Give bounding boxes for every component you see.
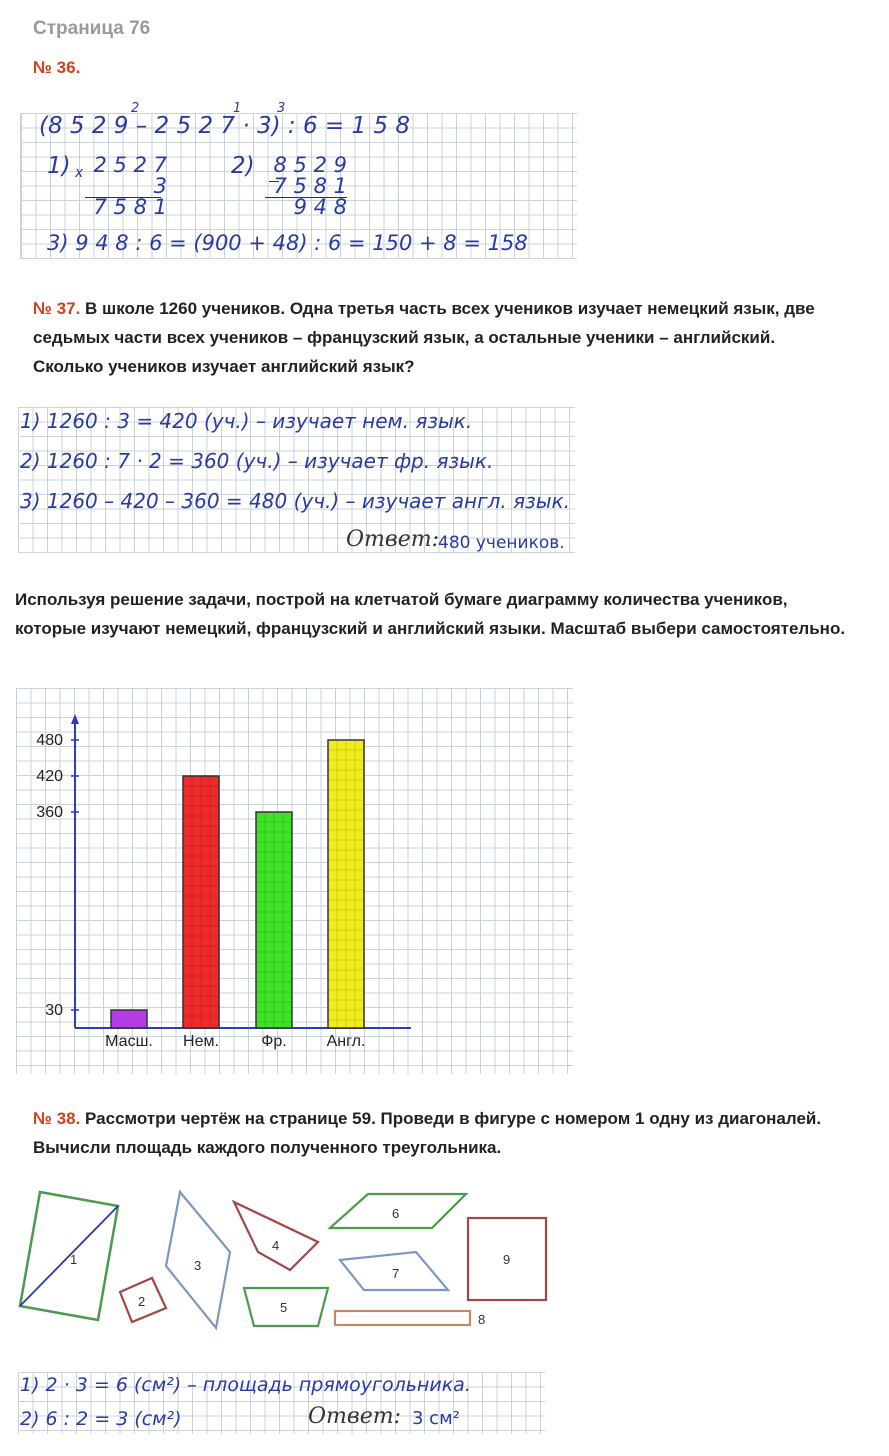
task-38-answer-value: 3 см²: [412, 1408, 460, 1429]
task-37-answer-value: 480 учеников.: [438, 533, 565, 553]
task-37-answer-word: Ответ:: [346, 527, 439, 552]
y-tick-label-30: 30: [45, 1002, 63, 1019]
bar-1: [111, 1010, 147, 1028]
task-37-line-1: 1) 1260 : 3 = 420 (уч.) – изучает нем. язык.: [20, 409, 473, 433]
order-mark-1: 2: [131, 101, 140, 116]
step-1-label: 1): [47, 153, 71, 179]
step-1-result: 7 5 8 1: [93, 195, 167, 219]
figure-4-shape: [234, 1202, 318, 1270]
figure-8-label: 8: [478, 1312, 486, 1327]
task-37-text: В школе 1260 учеников. Одна третья часть всех учеников изучает немецкий язык, две седьмых части всех учеников – французский язык, а остальные ученики – английский. Сколько учеников изучает английский язык?: [33, 299, 815, 376]
step-1-operand-1: 2 5 2 7: [93, 153, 167, 177]
y-tick-label-420: 420: [36, 768, 63, 785]
order-mark-3: 3: [277, 101, 286, 116]
step-2-operand-2: 7 5 8 1: [273, 174, 347, 198]
step-2-label: 2): [231, 153, 255, 179]
task-38-number: № 38.: [33, 1109, 81, 1128]
task-37-statement: [33, 294, 843, 381]
figure-3-label: 3: [194, 1258, 202, 1273]
task-36-solution-grid: [20, 101, 577, 259]
order-mark-2: 1: [233, 101, 242, 116]
task-37-solution-grid: [18, 407, 575, 553]
step-2-result: 9 4 8: [293, 195, 347, 219]
task-37-number: № 37.: [33, 299, 81, 318]
y-axis-arrow: [71, 714, 79, 724]
diagram-task-text: Используя решение задачи, построй на клетчатой бумаге диаграмму количества учеников, которые изучают немецкий, французский и английский языки. Масштаб выбери самостоятельно.: [15, 590, 846, 638]
figure-9-label: 9: [503, 1252, 511, 1267]
task-38-statement: [33, 1104, 843, 1162]
figure-5-label: 5: [280, 1300, 288, 1315]
task-38-solution-grid: [18, 1372, 545, 1434]
figure-1-label: 1: [70, 1252, 78, 1267]
task-36-expression: (8 5 2 9 – 2 5 2 7 · 3) : 6 = 1 5 8: [39, 113, 410, 139]
figure-4-label: 4: [272, 1238, 280, 1253]
y-tick-label-480: 480: [36, 732, 63, 749]
x-label-1: Масш.: [105, 1033, 153, 1050]
x-label-2: Нем.: [183, 1033, 219, 1050]
task-38-text: Рассмотри чертёж на странице 59. Проведи в фигуре с номером 1 одну из диагоналей. Вычисли площадь каждого полученного треугольника.: [33, 1109, 822, 1157]
page-label: Страница 76: [33, 18, 151, 39]
step-2-operand-1: 8 5 2 9: [273, 153, 347, 177]
figure-6-label: 6: [392, 1206, 400, 1221]
task-38-line-2: 2) 6 : 2 = 3 (см²): [20, 1408, 182, 1430]
x-label-3: Фр.: [261, 1033, 287, 1050]
y-tick-label-360: 360: [36, 804, 63, 821]
figure-7-label: 7: [392, 1266, 400, 1281]
multiply-sign: x: [75, 165, 84, 181]
bar-chart: [16, 688, 573, 1074]
x-label-4: Англ.: [326, 1033, 366, 1050]
bar-chart-grid: [16, 688, 573, 1074]
step-1-operand-2: 3: [153, 174, 167, 198]
task-37-line-2: 2) 1260 : 7 · 2 = 360 (уч.) – изучает фр. язык.: [20, 449, 494, 473]
task-36-number: № 36.: [33, 58, 81, 77]
task-38-line-1: 1) 2 · 3 = 6 (см²) – площадь прямоугольника.: [20, 1374, 471, 1396]
figure-8-strip: [335, 1311, 470, 1325]
task-37-line-3: 3) 1260 – 420 – 360 = 480 (уч.) – изучает англ. язык.: [20, 489, 570, 513]
figure-2-label: 2: [138, 1294, 146, 1309]
step-3: 3) 9 4 8 : 6 = (900 + 48) : 6 = 150 + 8 = 158: [47, 231, 528, 255]
shapes-drawing: [0, 1180, 600, 1340]
task-38-answer-word: Ответ:: [308, 1404, 401, 1429]
